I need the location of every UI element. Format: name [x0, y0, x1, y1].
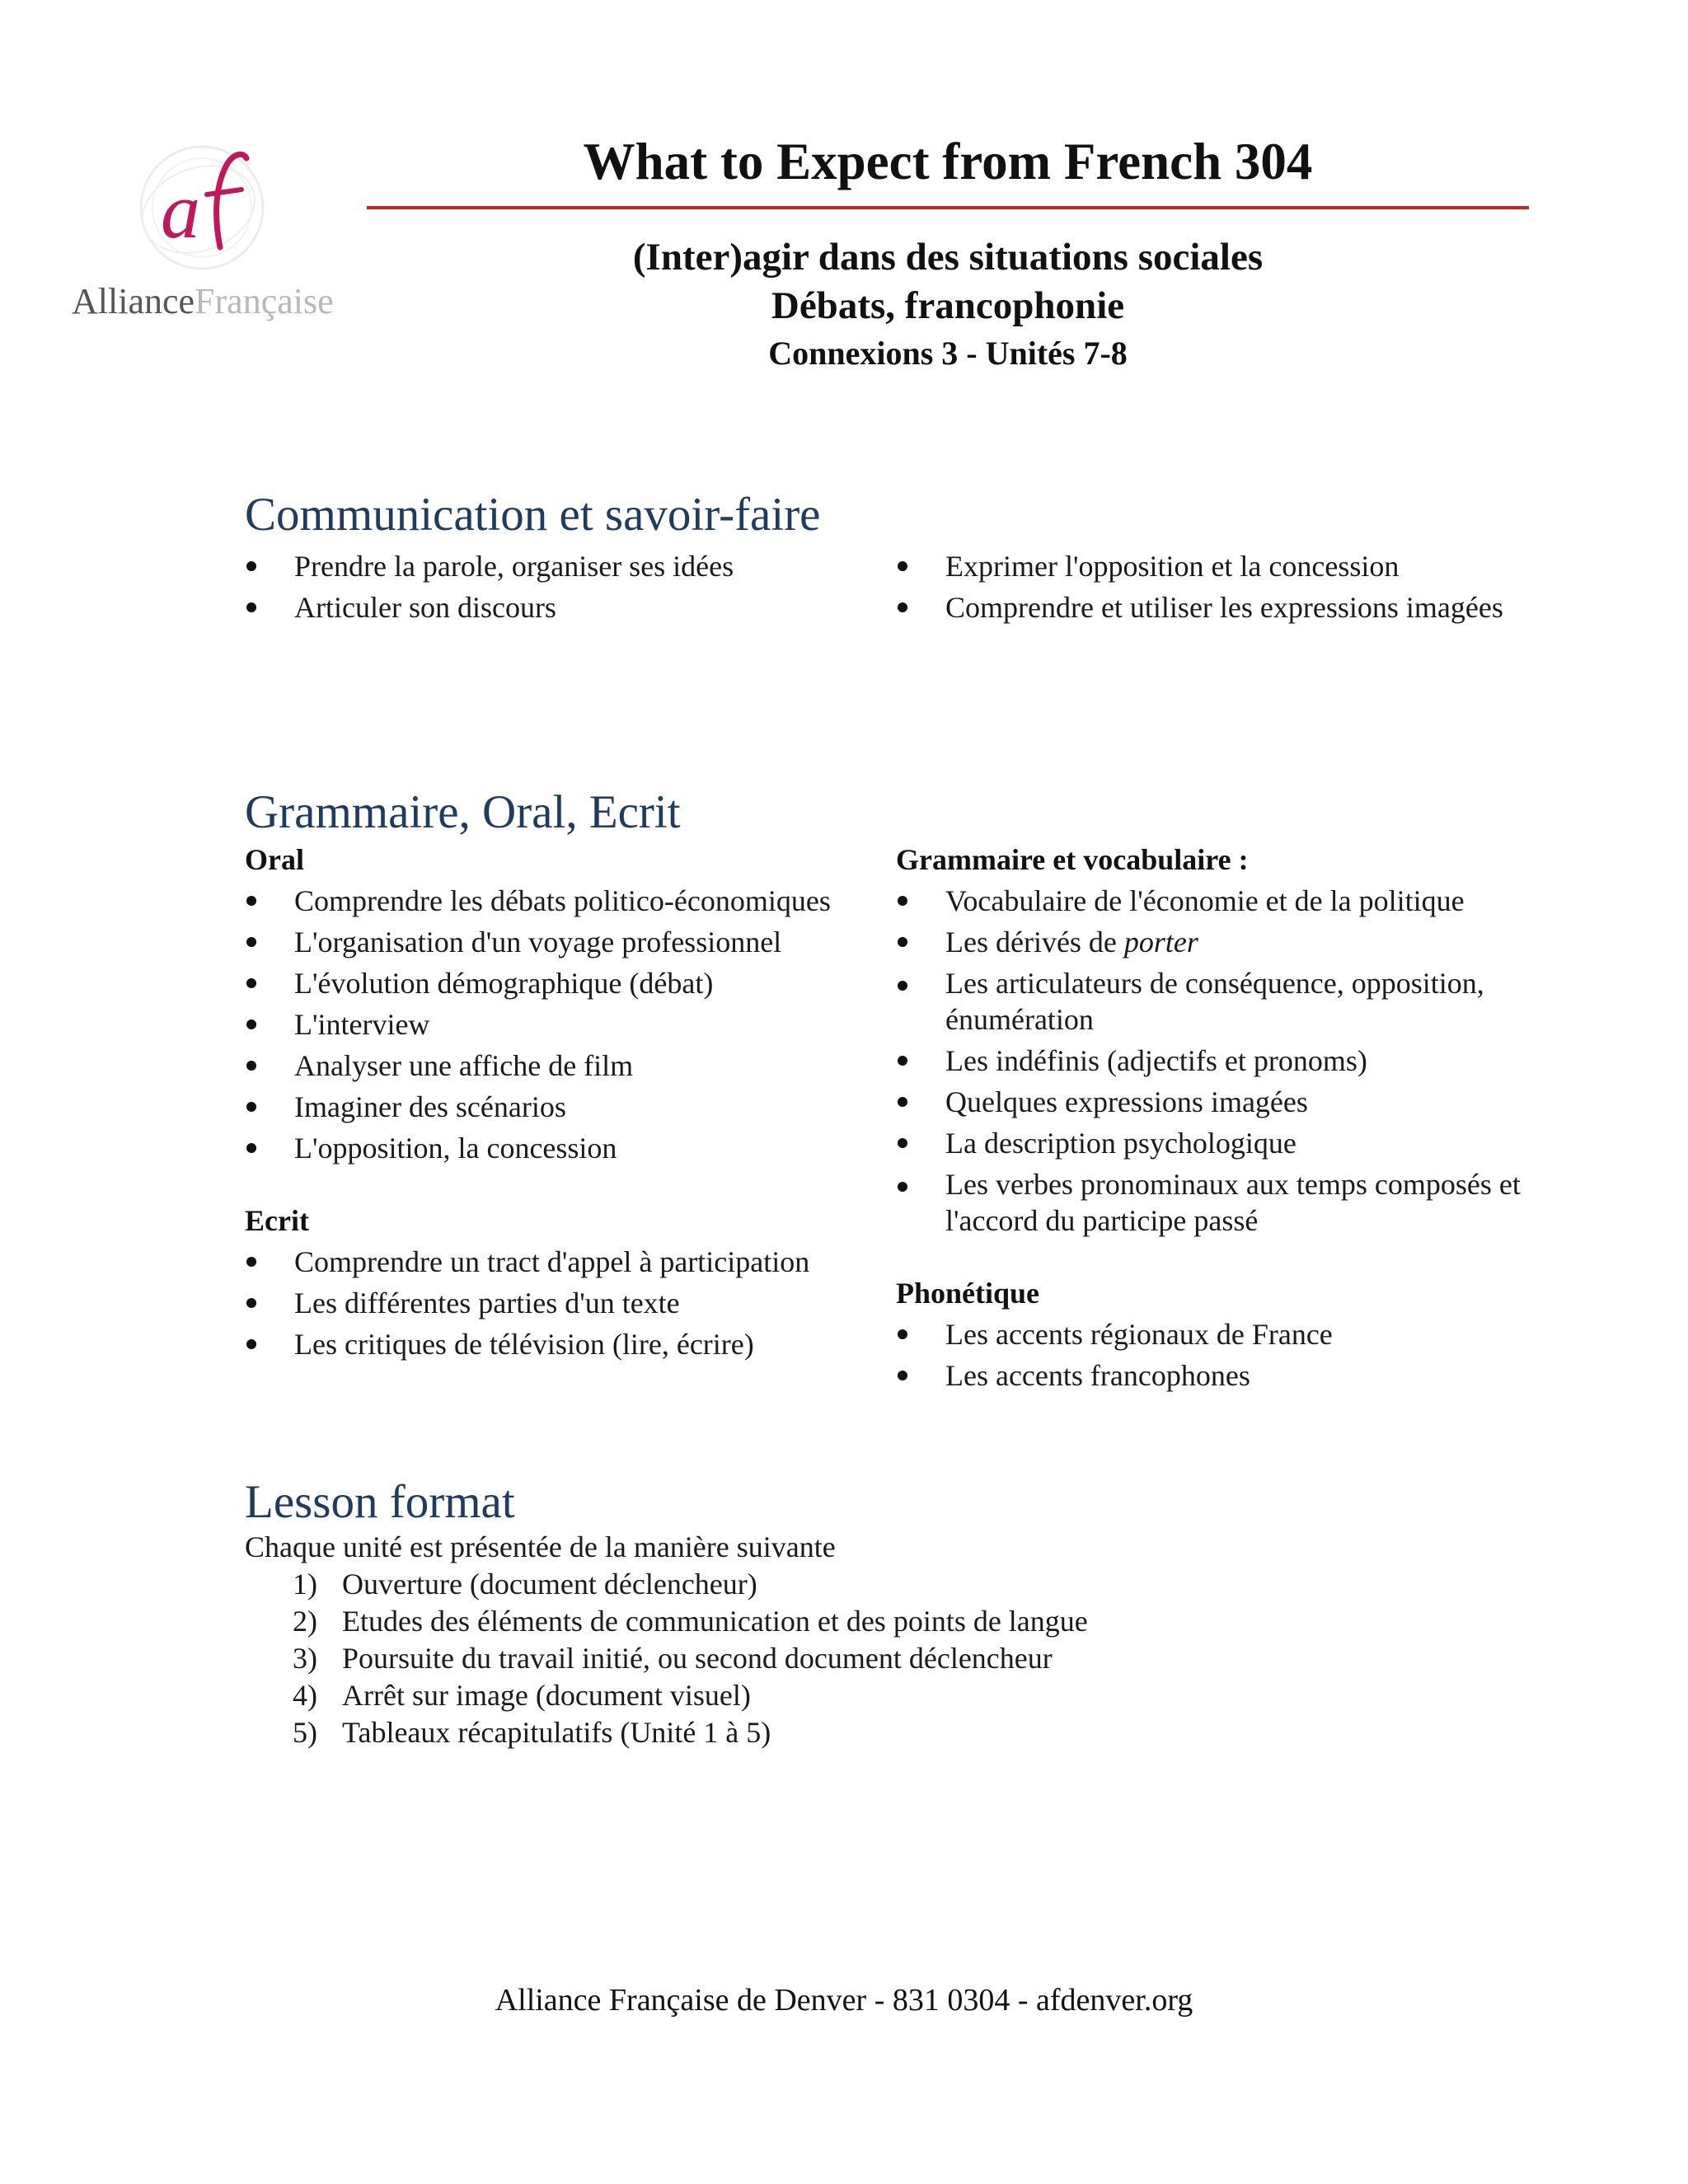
logo-wordmark: AllianceFrançaise — [72, 281, 334, 321]
list-item: Imaginer des scénarios — [245, 1086, 896, 1127]
section-title-lesson: Lesson format — [245, 1476, 515, 1528]
communication-left-list — [245, 546, 888, 628]
list-item: Les critiques de télévision (lire, écrire) — [245, 1324, 896, 1365]
phonetique-list — [896, 1314, 1555, 1396]
lesson-step: 3) Poursuite du travail initié, ou second document déclencheur — [293, 1642, 1053, 1675]
list-item: Les verbes pronominaux aux temps composés et l'accord du participe passé — [896, 1166, 1555, 1239]
oral-list — [245, 880, 896, 1169]
list-item: L'évolution démographique (débat) — [245, 963, 896, 1004]
list-item: Prendre la parole, organiser ses idées — [245, 546, 888, 587]
lesson-step: 1) Ouverture (document déclencheur) — [293, 1568, 757, 1601]
list-item: Les indéfinis (adjectifs et pronoms) — [896, 1040, 1555, 1081]
af-monogram-icon — [128, 140, 276, 276]
lesson-steps-list — [293, 1566, 1088, 1751]
subtitle-units: Connexions 3 - Unités 7-8 — [768, 335, 1128, 372]
grammaire-left-column — [245, 839, 896, 1365]
section-title-grammaire: Grammaire, Oral, Ecrit — [245, 786, 681, 838]
grammaire-vocabulaire-heading: Grammaire et vocabulaire : — [896, 843, 1249, 876]
subtitle-theme: (Inter)agir dans des situations sociales — [632, 236, 1264, 279]
oral-heading: Oral — [245, 843, 304, 876]
ecrit-heading: Ecrit — [245, 1204, 309, 1237]
list-item: L'opposition, la concession — [245, 1127, 896, 1169]
section-title-communication: Communication et savoir-faire — [245, 489, 821, 541]
lesson-intro: Chaque unité est présentée de la manière suivante — [245, 1530, 836, 1563]
subtitle-topics: Débats, francophonie — [771, 284, 1125, 327]
list-item: Les accents régionaux de France — [896, 1314, 1555, 1355]
svg-text:a: a — [161, 166, 200, 255]
list-item: Comprendre et utiliser les expressions imagées — [896, 587, 1572, 628]
list-item: Les dérivés de porter — [896, 921, 1555, 963]
lesson-step: 5) Tableaux récapitulatifs (Unité 1 à 5) — [293, 1716, 771, 1749]
list-item: L'interview — [245, 1004, 896, 1045]
list-item: Les articulateurs de conséquence, opposition, énumération — [896, 965, 1555, 1038]
list-item: L'organisation d'un voyage professionnel — [245, 921, 896, 963]
communication-right-list — [896, 546, 1572, 628]
grammaire-vocabulaire-list — [896, 880, 1555, 1239]
list-item: Analyser une affiche de film — [245, 1045, 896, 1086]
grammaire-right-column — [896, 839, 1555, 1396]
list-item: La description psychologique — [896, 1122, 1555, 1164]
list-item: Comprendre les débats politico-économiques — [245, 880, 896, 921]
page-title: What to Expect from French 304 — [583, 133, 1313, 190]
lesson-step: 4) Arrêt sur image (document visuel) — [293, 1679, 751, 1712]
lesson-step: 2) Etudes des éléments de communication et des points de langue — [293, 1605, 1088, 1638]
phonetique-heading: Phonétique — [896, 1277, 1040, 1310]
list-item: Comprendre un tract d'appel à participation — [245, 1241, 896, 1282]
ecrit-list — [245, 1241, 896, 1365]
list-item: Vocabulaire de l'économie et de la politique — [896, 880, 1555, 921]
list-item: Les différentes parties d'un texte — [245, 1282, 896, 1324]
list-item: Les accents francophones — [896, 1355, 1555, 1396]
title-divider — [367, 206, 1529, 209]
footer-contact: Alliance Française de Denver - 831 0304 - afdenver.org — [495, 1983, 1193, 2018]
list-item: Articuler son discours — [245, 587, 888, 628]
alliance-francaise-logo — [70, 140, 342, 338]
list-item: Exprimer l'opposition et la concession — [896, 546, 1572, 587]
list-item: Quelques expressions imagées — [896, 1081, 1555, 1122]
